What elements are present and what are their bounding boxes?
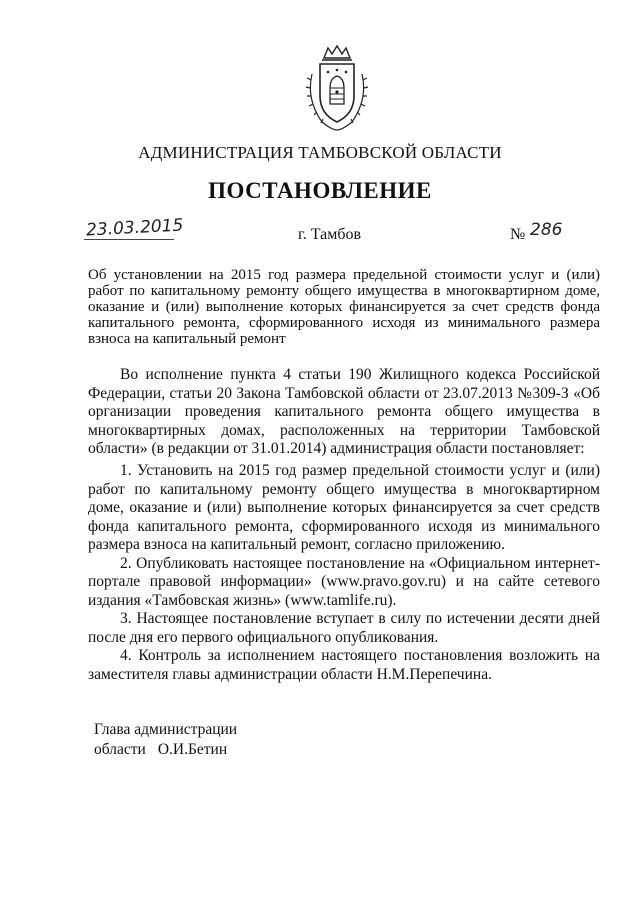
document-date: 23.03.2015 (85, 215, 184, 241)
document-city: г. Тамбов (298, 226, 362, 243)
signatory-title-line2: области (94, 741, 146, 758)
date-underline (84, 239, 174, 240)
signatory-title-line1: Глава администрации (94, 721, 238, 738)
resolution-items (88, 462, 600, 684)
organization-name: АДМИНИСТРАЦИЯ ТАМБОВСКОЙ ОБЛАСТИ (138, 143, 502, 162)
document-subject: Об установлении на 2015 год размера предельной стоимости услуг и (или) работ по капитальному ремонту общего имущества в многоквартирном доме, оказание и (или) выполнение которых финансируется за счет средств фонда капитального ремонта, сформированного исходя из минимального размера взноса на капитальный ремонт (88, 267, 600, 347)
resolution-item: 3. Настоящее постановление вступает в силу по истечении десяти дней после дня его первого официального опубликования. (88, 610, 600, 646)
preamble-paragraph (88, 366, 600, 459)
resolution-item: 4. Контроль за исполнением настоящего постановления возложить на заместителя главы администрации области Н.М.Перепечина. (88, 647, 600, 683)
resolution-item: 1. Установить на 2015 год размер предельной стоимости услуг и (или) работ по капитальному ремонту общего имущества в многоквартирном доме, оказание и (или) выполнение которых финансируется за счет средств фонда капитального ремонта, сформированного исходя из минимального размера взноса на капитальный ремонт, согласно приложению. (88, 462, 600, 553)
signature-block (94, 720, 237, 760)
document-number-label: № (510, 226, 526, 243)
document-type-title: ПОСТАНОВЛЕНИЕ (208, 178, 432, 203)
signatory-line2 (94, 740, 237, 760)
document-number: 286 (530, 220, 563, 240)
resolution-item: 2. Опубликовать настоящее постановление на «Официальном интернет-портале правовой информации» (www.pravo.gov.ru) и на сайте сетевого издания «Тамбовская жизнь» (www.tamlife.ru). (88, 554, 600, 609)
preamble-text: Во исполнение пункта 4 статьи 190 Жилищного кодекса Российской Федерации, статьи 20 Закона Тамбовской области от 23.07.2013 №309-З «Об организации проведения капитального ремонта общего имущества в многоквартирных домах, расположенных на территории Тамбовской области» (в редакции от 31.01.2014) администрация области постановляет: (88, 366, 600, 457)
signatory-name: О.И.Бетин (157, 741, 228, 758)
coat-of-arms-icon (302, 44, 372, 132)
